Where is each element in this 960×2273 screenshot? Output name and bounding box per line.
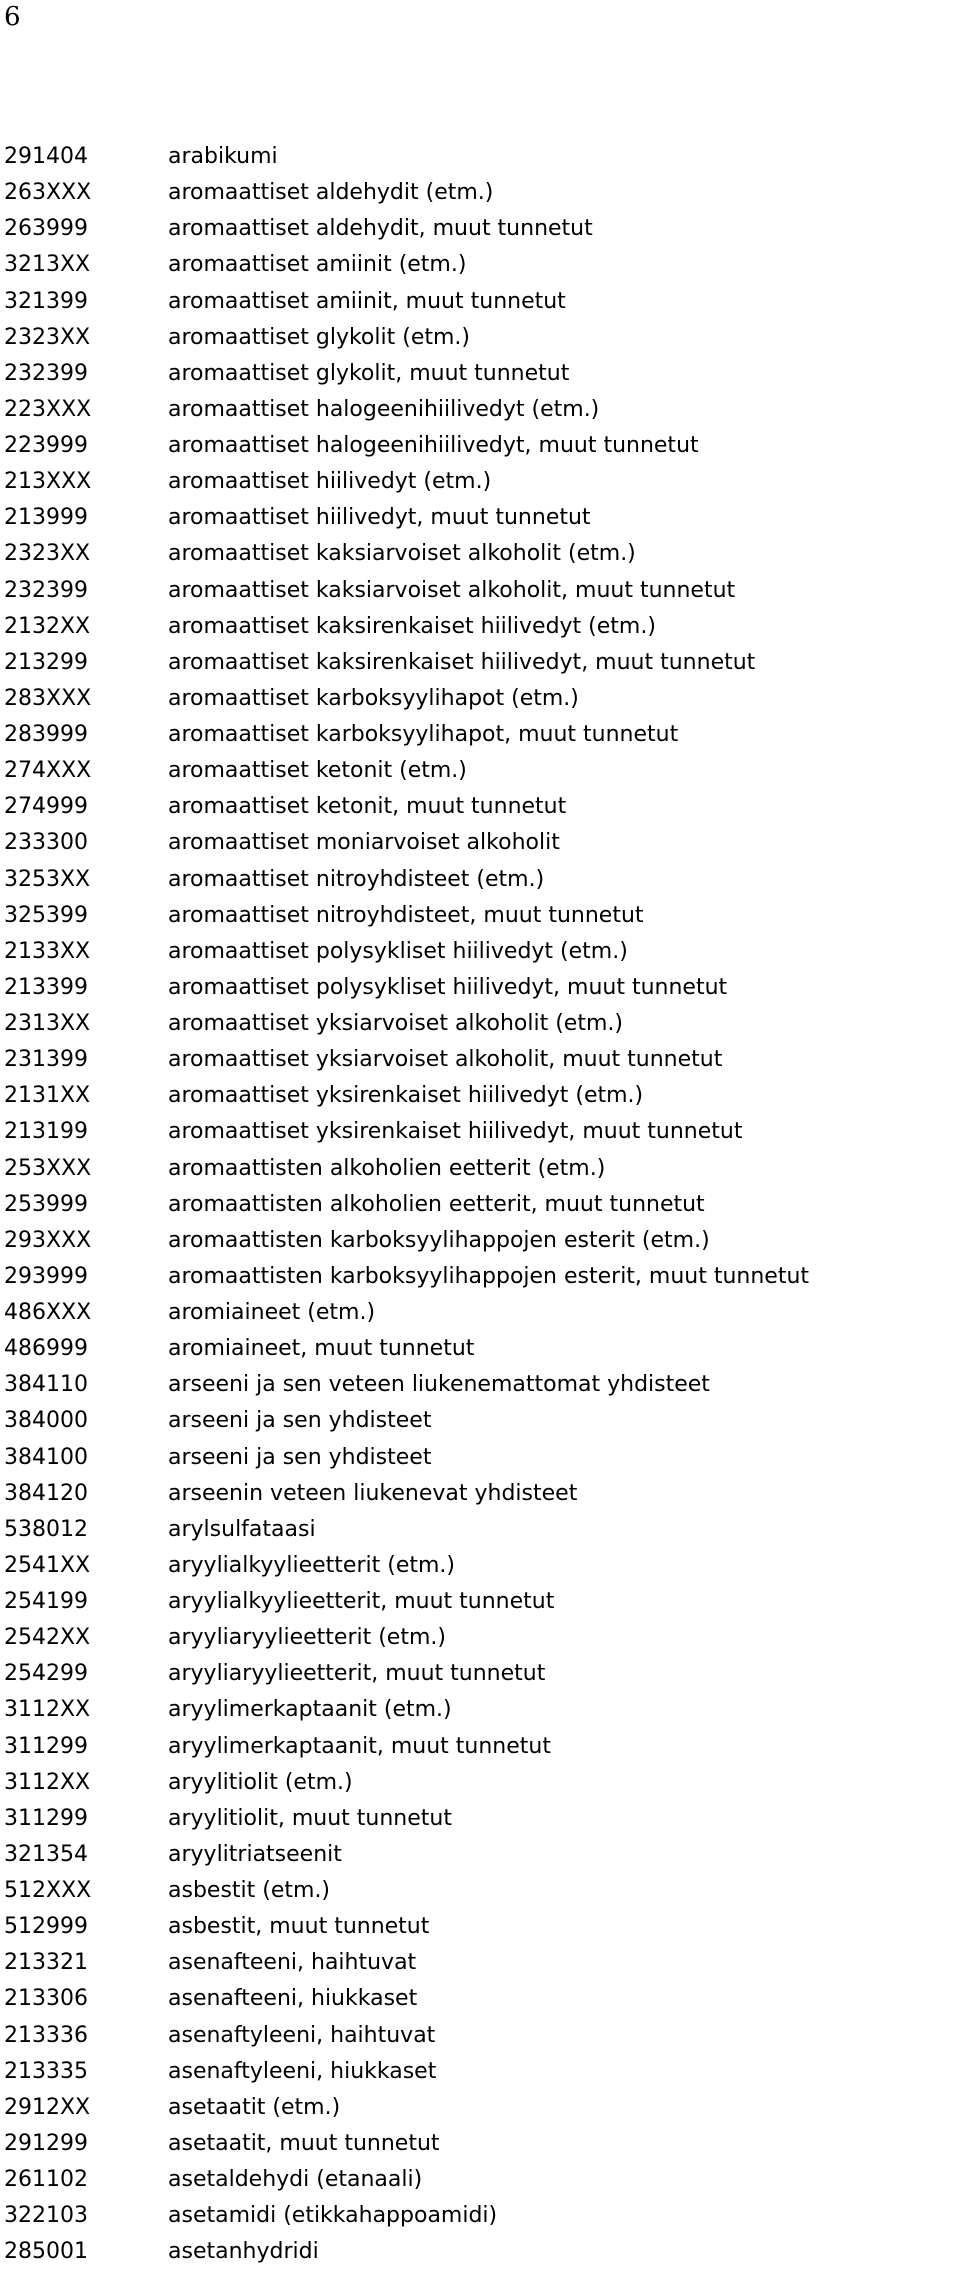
item-code: 321354 [4, 1841, 88, 1867]
item-code: 2323XX [4, 324, 91, 350]
item-code: 2541XX [4, 1552, 91, 1578]
item-code: 232399 [4, 577, 88, 603]
list-item [4, 1873, 809, 1909]
item-code: 231399 [4, 1047, 88, 1073]
item-term: aromiaineet (etm.) [168, 1300, 376, 1325]
item-term: asenafteeni, hiukkaset [168, 1986, 418, 2012]
item-code: 384100 [4, 1444, 88, 1470]
list-item [4, 392, 809, 428]
item-term: aromaattiset yksirenkaiset hiilivedyt, muut tunnetut [168, 1119, 743, 1145]
item-code: 311299 [4, 1805, 88, 1831]
item-code: 2323XX [4, 541, 91, 567]
item-term: aromaattiset hiilivedyt (etm.) [168, 469, 492, 495]
item-code: 384110 [4, 1372, 88, 1398]
list-item [4, 789, 809, 825]
item-term: aromaattiset ketonit (etm.) [168, 758, 467, 784]
item-term: aromaattiset halogeenihiilivedyt (etm.) [168, 396, 600, 422]
item-term: arabikumi [168, 144, 278, 169]
item-term: aromaattiset kaksiarvoiset alkoholit (etm.) [168, 541, 636, 567]
list-item [4, 1295, 809, 1331]
item-code: 213336 [4, 2022, 88, 2048]
list-item [4, 2198, 809, 2234]
item-term: asbestit (etm.) [168, 1878, 331, 1903]
item-term: asetaatit, muut tunnetut [168, 2130, 440, 2156]
list-item [4, 609, 809, 645]
item-code: 213399 [4, 974, 88, 1000]
list-item [4, 1259, 809, 1295]
item-term: aromaattiset kaksirenkaiset hiilivedyt (etm.) [168, 613, 656, 639]
item-code: 254299 [4, 1661, 88, 1687]
item-code: 254199 [4, 1589, 88, 1614]
item-code: 274XXX [4, 758, 92, 784]
item-term: asenafteeni, haihtuvat [168, 1950, 417, 1976]
list-item [4, 1765, 809, 1801]
item-term: aromaattiset polysykliset hiilivedyt (etm.) [168, 938, 628, 964]
item-term: aromaattiset hiilivedyt, muut tunnetut [168, 505, 591, 531]
item-term: aromaattisten karboksyylihappojen esterit, muut tunnetut [168, 1263, 810, 1289]
list-item [4, 1403, 809, 1439]
item-code: 293999 [4, 1263, 88, 1289]
list-item [4, 175, 809, 211]
item-code: 2313XX [4, 1011, 91, 1036]
item-term: arseeni ja sen yhdisteet [168, 1408, 432, 1434]
item-term: arseeni ja sen veteen liukenemattomat yhdisteet [168, 1372, 710, 1398]
item-term: aromaattiset karboksyylihapot (etm.) [168, 685, 579, 711]
item-code: 512XXX [4, 1878, 92, 1903]
item-code: 2131XX [4, 1083, 91, 1109]
item-term: aryyliaryylieetterit (etm.) [168, 1625, 446, 1651]
item-code: 283XXX [4, 685, 92, 711]
item-term: asenaftyleeni, haihtuvat [168, 2022, 436, 2048]
list-item [4, 247, 809, 283]
list-item [4, 1078, 809, 1114]
item-code: 263999 [4, 216, 88, 242]
item-code: 213299 [4, 649, 88, 675]
list-item [4, 934, 809, 970]
item-term: aromaattiset nitroyhdisteet (etm.) [168, 866, 545, 892]
item-code: 253XXX [4, 1155, 92, 1181]
list-item [4, 2090, 809, 2126]
item-code: 384120 [4, 1480, 88, 1506]
item-term: arylsulfataasi [168, 1516, 316, 1542]
item-term: aryylitriatseenit [168, 1841, 342, 1867]
item-term: asetamidi (etikkahappoamidi) [168, 2203, 498, 2229]
item-term: aromaattiset glykolit (etm.) [168, 324, 470, 350]
list-item [4, 1837, 809, 1873]
list-item [4, 1548, 809, 1584]
item-code: 293XXX [4, 1227, 92, 1253]
list-item [4, 2162, 809, 2198]
item-term: aromaattiset amiinit (etm.) [168, 252, 467, 278]
item-term: asetaatit (etm.) [168, 2094, 341, 2120]
item-code: 213306 [4, 1986, 88, 2012]
item-code: 213335 [4, 2058, 88, 2084]
item-term: aromaattiset kaksirenkaiset hiilivedyt, muut tunnetut [168, 649, 756, 675]
item-code: 486999 [4, 1336, 88, 1362]
list-item [4, 1692, 809, 1728]
list-item [4, 1151, 809, 1187]
list-item [4, 1476, 809, 1512]
item-code: 384000 [4, 1408, 88, 1434]
list-item [4, 1187, 809, 1223]
item-term: aromaattiset yksiarvoiset alkoholit (etm.) [168, 1011, 623, 1036]
list-item [4, 428, 809, 464]
item-code: 283999 [4, 722, 88, 747]
item-code: 2132XX [4, 613, 91, 639]
item-term: aromaattisten alkoholien eetterit (etm.) [168, 1155, 606, 1181]
list-item [4, 1331, 809, 1367]
item-term: aryylimerkaptaanit, muut tunnetut [168, 1733, 551, 1759]
item-term: asbestit, muut tunnetut [168, 1914, 430, 1940]
item-term: aromaattisten karboksyylihappojen esterit (etm.) [168, 1227, 710, 1253]
list-item [4, 1620, 809, 1656]
list-item [4, 2054, 809, 2090]
code-term-list [4, 139, 809, 2270]
page-number: 6 [4, 2, 21, 32]
item-code: 3213XX [4, 252, 91, 278]
list-item [4, 1223, 809, 1259]
item-code: 3253XX [4, 866, 91, 892]
item-code: 512999 [4, 1914, 88, 1940]
list-item [4, 825, 809, 861]
item-term: arseenin veteen liukenevat yhdisteet [168, 1480, 578, 1506]
item-code: 322103 [4, 2203, 88, 2229]
list-item [4, 1440, 809, 1476]
list-item [4, 1656, 809, 1692]
item-code: 253999 [4, 1191, 88, 1217]
item-term: asetaldehydi (etanaali) [168, 2167, 423, 2192]
item-term: aromaattiset ketonit, muut tunnetut [168, 794, 567, 820]
list-item [4, 1945, 809, 1981]
item-code: 213XXX [4, 469, 92, 495]
item-term: aromaattiset yksirenkaiset hiilivedyt (etm.) [168, 1083, 644, 1109]
list-item [4, 2234, 809, 2270]
list-item [4, 862, 809, 898]
item-term: aromiaineet, muut tunnetut [168, 1336, 475, 1362]
list-item [4, 681, 809, 717]
list-item [4, 1114, 809, 1150]
list-item [4, 211, 809, 247]
item-term: aromaattiset kaksiarvoiset alkoholit, muut tunnetut [168, 577, 736, 603]
item-term: arseeni ja sen yhdisteet [168, 1444, 432, 1470]
item-term: aromaattiset moniarvoiset alkoholit [168, 830, 560, 856]
item-code: 213321 [4, 1950, 88, 1976]
item-code: 2133XX [4, 938, 91, 964]
item-code: 232399 [4, 360, 88, 386]
item-term: aryylialkyylieetterit, muut tunnetut [168, 1589, 555, 1614]
item-code: 274999 [4, 794, 88, 820]
item-code: 3112XX [4, 1769, 91, 1795]
list-item [4, 139, 809, 175]
item-code: 2542XX [4, 1625, 91, 1651]
list-item [4, 500, 809, 536]
item-term: asetanhydridi [168, 2239, 319, 2265]
item-code: 213999 [4, 505, 88, 531]
list-item [4, 356, 809, 392]
item-code: 2912XX [4, 2094, 91, 2120]
item-term: aromaattiset halogeenihiilivedyt, muut tunnetut [168, 433, 699, 458]
item-code: 325399 [4, 902, 88, 928]
item-term: aromaattiset yksiarvoiset alkoholit, muut tunnetut [168, 1047, 723, 1073]
list-item [4, 1729, 809, 1765]
item-term: aromaattiset amiinit, muut tunnetut [168, 288, 566, 314]
item-code: 233300 [4, 830, 88, 856]
item-term: aromaattiset karboksyylihapot, muut tunnetut [168, 722, 679, 747]
list-item [4, 1367, 809, 1403]
list-item [4, 645, 809, 681]
item-code: 538012 [4, 1516, 88, 1542]
list-item [4, 1909, 809, 1945]
item-term: aromaattiset aldehydit, muut tunnetut [168, 216, 593, 242]
list-item [4, 970, 809, 1006]
item-term: aromaattiset glykolit, muut tunnetut [168, 360, 570, 386]
item-code: 223999 [4, 433, 88, 458]
item-term: aromaattisten alkoholien eetterit, muut tunnetut [168, 1191, 705, 1217]
item-code: 285001 [4, 2239, 88, 2265]
item-code: 263XXX [4, 180, 92, 206]
item-term: aryylitiolit, muut tunnetut [168, 1805, 452, 1831]
list-item [4, 320, 809, 356]
list-item [4, 2018, 809, 2054]
list-item [4, 1512, 809, 1548]
item-term: aryylitiolit (etm.) [168, 1769, 353, 1795]
list-item [4, 1801, 809, 1837]
list-item [4, 536, 809, 572]
list-item [4, 1584, 809, 1620]
item-code: 486XXX [4, 1300, 92, 1325]
list-item [4, 898, 809, 934]
item-term: aromaattiset polysykliset hiilivedyt, muut tunnetut [168, 974, 728, 1000]
item-code: 261102 [4, 2167, 88, 2192]
item-term: aryylimerkaptaanit (etm.) [168, 1697, 452, 1723]
item-term: aryyliaryylieetterit, muut tunnetut [168, 1661, 546, 1687]
item-code: 321399 [4, 288, 88, 314]
list-item [4, 284, 809, 320]
list-item [4, 1006, 809, 1042]
list-item [4, 1042, 809, 1078]
item-code: 223XXX [4, 396, 92, 422]
item-code: 3112XX [4, 1697, 91, 1723]
item-term: aryylialkyylieetterit (etm.) [168, 1552, 455, 1578]
item-code: 213199 [4, 1119, 88, 1145]
list-item [4, 573, 809, 609]
item-code: 291299 [4, 2130, 88, 2156]
list-item [4, 464, 809, 500]
item-term: aromaattiset aldehydit (etm.) [168, 180, 494, 206]
list-item [4, 753, 809, 789]
item-term: asenaftyleeni, hiukkaset [168, 2058, 437, 2084]
list-item [4, 717, 809, 753]
item-code: 311299 [4, 1733, 88, 1759]
list-item [4, 1981, 809, 2017]
item-term: aromaattiset nitroyhdisteet, muut tunnetut [168, 902, 644, 928]
item-code: 291404 [4, 144, 88, 169]
list-item [4, 2126, 809, 2162]
